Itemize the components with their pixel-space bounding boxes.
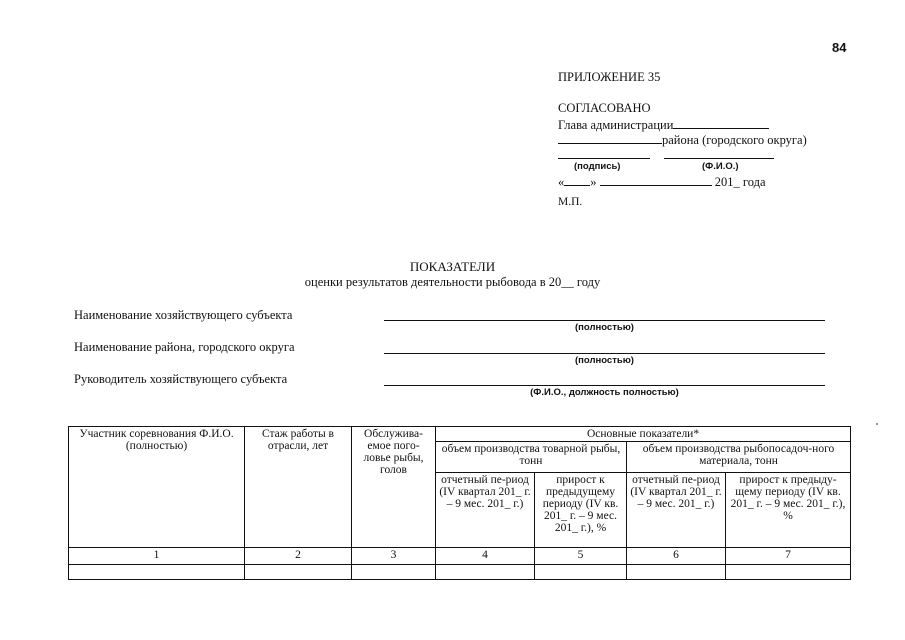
year-text: 201_ года — [714, 175, 766, 189]
stamp-place: М.П. — [558, 196, 583, 208]
scan-speck — [876, 423, 878, 425]
document-subtitle: оценки результатов деятельности рыбовода в 20__ году — [304, 275, 601, 289]
table-cell[interactable] — [69, 565, 245, 580]
head-label: Глава администрации — [558, 118, 674, 132]
field-label-district: Наименование района, городского округа — [74, 340, 295, 354]
field-hint-district: (полностью) — [575, 355, 634, 366]
header-participant: Участник соревнования Ф.И.О. (полностью) — [69, 427, 245, 548]
signature-line — [558, 158, 650, 159]
appendix-heading: ПРИЛОЖЕНИЕ 35 — [558, 70, 661, 84]
table-cell[interactable] — [535, 565, 627, 580]
header-livestock: Обслужива-емое пого-ловье рыбы, голов — [352, 427, 436, 548]
fio-hint: (Ф.И.О.) — [702, 161, 739, 172]
head-name-blank — [673, 117, 769, 129]
column-number: 6 — [627, 548, 726, 565]
district-label: района (городского округа) — [662, 133, 807, 147]
fio-line — [664, 158, 774, 159]
column-number: 1 — [69, 548, 245, 565]
approval-heading: СОГЛАСОВАНО — [558, 101, 651, 115]
table-cell[interactable] — [627, 565, 726, 580]
district-line — [558, 132, 807, 148]
table-cell[interactable] — [726, 565, 851, 580]
table-cell[interactable] — [436, 565, 535, 580]
field-line-entity[interactable] — [384, 320, 825, 321]
signature-hint: (подпись) — [574, 161, 621, 172]
column-number: 2 — [245, 548, 352, 565]
page-number: 84 — [832, 40, 847, 55]
header-main-indicators: Основные показатели* — [436, 427, 851, 442]
table-cell[interactable] — [352, 565, 436, 580]
quote-open: « — [558, 175, 565, 189]
column-number: 3 — [352, 548, 436, 565]
table-row — [69, 565, 851, 580]
month-blank — [600, 174, 712, 186]
document-title: ПОКАЗАТЕЛИ — [409, 259, 496, 274]
quote-close: » — [590, 175, 597, 189]
field-hint-entity: (полностью) — [575, 322, 634, 333]
field-line-district[interactable] — [384, 353, 825, 354]
indicators-table — [68, 426, 851, 580]
date-line — [558, 174, 766, 190]
field-label-head: Руководитель хозяйствующего субъекта — [74, 372, 288, 386]
head-of-administration-line — [558, 117, 769, 133]
header-commercial-fish: объем производства товарной рыбы, тонн — [436, 442, 627, 473]
district-name-blank — [558, 132, 662, 144]
column-number: 7 — [726, 548, 851, 565]
column-number: 5 — [535, 548, 627, 565]
header-stocking-period: отчетный пе-риод (IV квартал 201_ г. – 9 мес. 201_ г.) — [627, 473, 726, 548]
field-line-head[interactable] — [384, 385, 825, 386]
header-stocking-material: объем производства рыбопосадоч-ного материала, тонн — [627, 442, 851, 473]
field-label-entity: Наименование хозяйствующего субъекта — [74, 308, 293, 322]
header-stocking-growth: прирост к предыду-щему периоду (IV кв. 201_ г. – 9 мес. 201_ г.), % — [726, 473, 851, 548]
header-commercial-period: отчетный пе-риод (IV квартал 201_ г. – 9 мес. 201_ г.) — [436, 473, 535, 548]
table-cell[interactable] — [245, 565, 352, 580]
header-commercial-growth: прирост к предыдущему периоду (IV кв. 201_ г. – 9 мес. 201_ г.), % — [535, 473, 627, 548]
day-blank — [564, 174, 590, 186]
header-experience: Стаж работы в отрасли, лет — [245, 427, 352, 548]
field-hint-head: (Ф.И.О., должность полностью) — [530, 387, 679, 398]
column-number: 4 — [436, 548, 535, 565]
